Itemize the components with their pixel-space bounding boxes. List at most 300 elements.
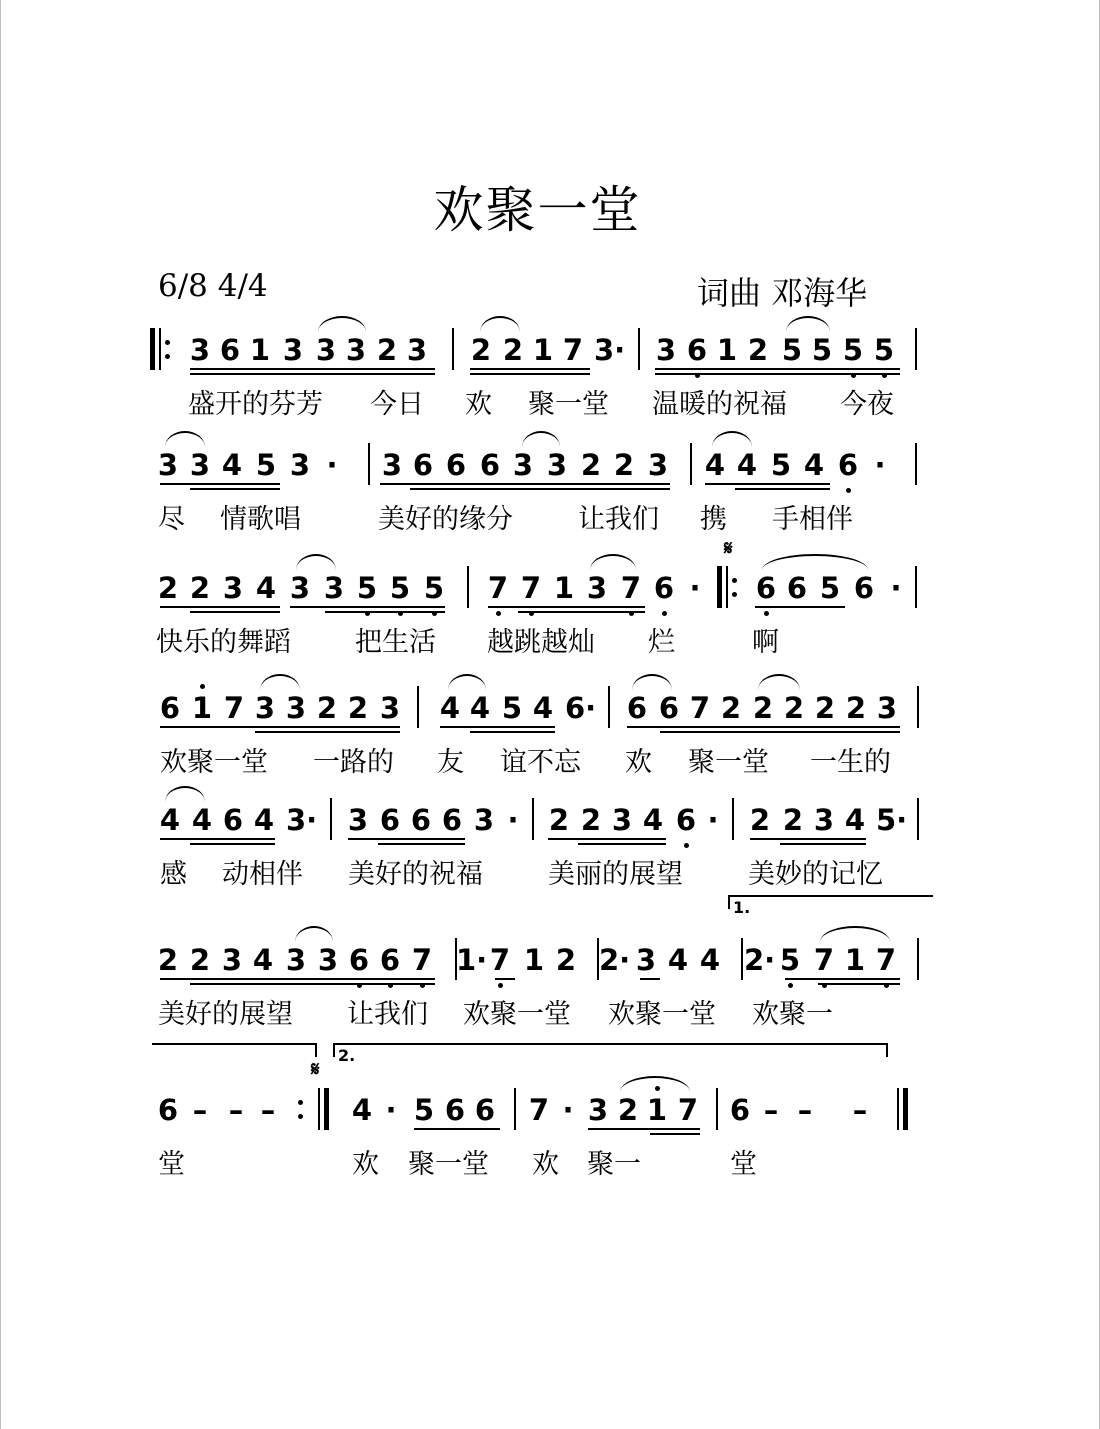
note: 6 <box>685 330 709 370</box>
note: 7 <box>874 940 898 980</box>
barline <box>716 1088 718 1130</box>
volta-1-label: 1. <box>733 898 751 917</box>
octave-low-dot <box>496 611 501 616</box>
note: 4 <box>159 803 181 837</box>
dash-sustain: – <box>797 1093 813 1127</box>
note: 1 <box>532 333 554 367</box>
lyric-word: 越跳越灿 <box>487 627 595 658</box>
credits: 词曲 邓海华 <box>697 274 868 312</box>
beam-underline <box>548 838 666 840</box>
octave-low-dot <box>846 488 851 493</box>
notation-line <box>0 688 1100 748</box>
beam-underline <box>785 978 900 980</box>
note: 3 <box>586 571 608 605</box>
repeat-dots <box>298 1100 303 1120</box>
rest-dot: · <box>507 803 519 837</box>
rest-dot: · <box>874 448 886 482</box>
beam-underline <box>755 606 845 608</box>
beam-underline <box>380 483 670 485</box>
beam-underline <box>518 611 645 613</box>
notation-line <box>0 1090 1100 1150</box>
rest-dot: · <box>385 1093 397 1127</box>
beam-underline <box>470 373 590 375</box>
beam-underline <box>578 843 666 845</box>
note: 1 <box>645 1090 669 1130</box>
note: 2 <box>747 333 769 367</box>
note: 2· <box>599 943 631 977</box>
note: 3 <box>655 333 677 367</box>
note: 6 <box>674 800 698 840</box>
note: 5 <box>413 1093 435 1127</box>
lyrics-line <box>0 497 1100 537</box>
barline <box>608 686 610 728</box>
note: 3 <box>221 943 243 977</box>
octave-low-dot <box>662 611 667 616</box>
score-system <box>0 800 1100 890</box>
note: 5 <box>819 571 841 605</box>
lyric-word: 温暖的祝福 <box>652 389 787 420</box>
note: 4 <box>803 448 825 482</box>
repeat-start-thick-bar <box>717 566 722 608</box>
barline <box>917 798 919 840</box>
note: 2 <box>845 691 867 725</box>
volta-2-line <box>333 1043 888 1045</box>
lyric-word: 让我们 <box>578 504 659 535</box>
beam-underline <box>705 483 830 485</box>
note: 4 <box>469 691 491 725</box>
note: 6 <box>652 568 676 608</box>
score-system <box>0 1090 1100 1180</box>
beam-underline <box>160 606 280 608</box>
lyric-word: 欢聚一堂 <box>160 747 268 778</box>
note: 2 <box>749 803 771 837</box>
note: 2 <box>502 333 524 367</box>
note: 2 <box>548 803 570 837</box>
slur-arc <box>318 316 366 332</box>
note: 4 <box>642 803 664 837</box>
lyric-word: 堂 <box>158 1149 185 1180</box>
lyric-word: 把生活 <box>355 627 436 658</box>
note: 2 <box>189 943 211 977</box>
lyric-word: 盛开的芬芳 <box>188 389 323 420</box>
repeat-start-thick-bar <box>150 328 155 370</box>
repeat-end-thick-bar <box>324 1088 329 1130</box>
barline <box>915 443 917 485</box>
note: 7 <box>223 691 245 725</box>
note: 3 <box>345 333 367 367</box>
slur-arc <box>620 1076 690 1092</box>
barline <box>732 798 734 840</box>
note: 5 <box>781 333 803 367</box>
dash-sustain: – <box>192 1093 208 1127</box>
note: 3 <box>546 448 568 482</box>
slur-arc <box>295 926 333 942</box>
barline <box>917 686 919 728</box>
beam-underline <box>410 488 670 490</box>
barline <box>330 798 332 840</box>
note: 3 <box>473 803 495 837</box>
lyric-word: 情歌唱 <box>220 504 301 535</box>
beam-underline <box>190 368 435 370</box>
note: 4 <box>699 943 721 977</box>
beam-underline <box>655 368 900 370</box>
beam-underline <box>160 838 275 840</box>
rest-dot: · <box>890 571 902 605</box>
note: 6 <box>219 333 241 367</box>
volta-1-end-hook <box>315 1043 317 1057</box>
lyric-word: 欢聚一堂 <box>608 999 716 1030</box>
note: 3 <box>381 448 403 482</box>
repeat-end-thin-bar <box>318 1088 320 1130</box>
note: 6 <box>836 445 860 485</box>
barline <box>917 938 919 980</box>
lyric-word: 美妙的记忆 <box>748 859 883 890</box>
lyric-word: 美好的缘分 <box>378 504 513 535</box>
lyric-word: 一生的 <box>810 747 891 778</box>
note: 2 <box>555 943 577 977</box>
beam-underline <box>470 368 590 370</box>
note: 6· <box>565 691 597 725</box>
note: 6 <box>626 691 648 725</box>
note: 6 <box>729 1093 751 1127</box>
segno-sign: 𝄋 <box>724 536 733 560</box>
note: 7 <box>619 568 643 608</box>
lyric-word: 美丽的展望 <box>548 859 683 890</box>
note: 6 <box>754 568 778 608</box>
dash-sustain: – <box>228 1093 244 1127</box>
final-thick-bar <box>903 1088 908 1130</box>
note: 5 <box>841 330 865 370</box>
repeat-start-thin-bar <box>726 566 728 608</box>
note: 4 <box>253 803 275 837</box>
note: 2 <box>189 571 211 605</box>
beam-underline <box>627 726 900 728</box>
note: 2 <box>157 943 179 977</box>
notation-line <box>0 568 1100 628</box>
note: 1 <box>716 333 738 367</box>
lyric-word: 聚一堂 <box>408 1149 489 1180</box>
note: 3 <box>323 571 345 605</box>
volta-2-hook <box>333 1043 335 1057</box>
note: 4 <box>252 943 274 977</box>
note: 1 <box>190 688 214 728</box>
lyric-word: 聚一 <box>587 1149 641 1180</box>
lyric-word: 美好的展望 <box>158 999 293 1030</box>
note: 6 <box>410 803 432 837</box>
volta-1-line <box>728 895 933 897</box>
beam-underline <box>190 488 280 490</box>
lyric-word: 欢 <box>465 389 492 420</box>
note: 7 <box>528 1093 550 1127</box>
beam-underline <box>160 978 435 980</box>
beam-underline <box>588 1128 700 1130</box>
lyric-word: 动相伴 <box>222 859 303 890</box>
note: 4 <box>704 448 726 482</box>
note: 1 <box>553 571 575 605</box>
beam-underline <box>495 978 515 980</box>
beam-underline <box>640 978 660 980</box>
note: 6 <box>444 1093 466 1127</box>
lyric-word: 美好的祝福 <box>348 859 483 890</box>
note: 3· <box>286 803 318 837</box>
note: 6 <box>474 1093 496 1127</box>
note: 3 <box>512 448 534 482</box>
beam-underline <box>190 373 435 375</box>
note: 3 <box>289 571 311 605</box>
slur-arc <box>165 431 205 447</box>
slur-arc <box>786 316 830 332</box>
note: 3 <box>254 691 276 725</box>
lyric-word: 欢聚一 <box>752 999 833 1030</box>
note: 2 <box>157 571 179 605</box>
slur-arc <box>632 674 672 690</box>
note: 5 <box>778 940 802 980</box>
note: 5 <box>872 330 896 370</box>
note: 5 <box>811 333 833 367</box>
note: 6 <box>379 803 401 837</box>
score-system <box>0 330 1100 420</box>
note: 5 <box>770 448 792 482</box>
note: 6 <box>658 691 680 725</box>
lyrics-line <box>0 382 1100 422</box>
final-thin-bar <box>897 1088 899 1130</box>
rest-dot: · <box>689 571 701 605</box>
note: 4 <box>255 571 277 605</box>
note: 2 <box>720 691 742 725</box>
beam-underline <box>488 606 645 608</box>
note: 1 <box>844 943 866 977</box>
note: 3 <box>189 448 211 482</box>
note: 3 <box>611 803 633 837</box>
beam-underline <box>650 1133 700 1135</box>
note: 7 <box>410 940 434 980</box>
octave-low-dot <box>498 983 503 988</box>
note: 2 <box>814 691 836 725</box>
beam-underline <box>735 488 830 490</box>
notation-line <box>0 445 1100 505</box>
note: 2 <box>347 691 369 725</box>
note: 4 <box>844 803 866 837</box>
note: 2 <box>376 333 398 367</box>
note: 3 <box>647 448 669 482</box>
barline <box>514 1088 516 1130</box>
note: 3 <box>285 943 307 977</box>
barline <box>417 686 419 728</box>
note: 6 <box>157 1093 179 1127</box>
volta-2-label: 2. <box>338 1046 356 1065</box>
lyric-word: 聚一堂 <box>688 747 769 778</box>
note: 7 <box>486 568 510 608</box>
beam-underline <box>818 983 900 985</box>
note: 3 <box>813 803 835 837</box>
lyrics-line <box>0 1142 1100 1182</box>
dash-sustain: – <box>763 1093 779 1127</box>
note: 2· <box>744 943 776 977</box>
note: 2 <box>783 691 805 725</box>
beam-underline <box>378 843 465 845</box>
lyric-word: 携 <box>700 504 727 535</box>
beam-underline <box>660 731 900 733</box>
lyric-word: 感 <box>160 859 187 890</box>
note: 4 <box>736 448 758 482</box>
score-system <box>0 445 1100 535</box>
note: 7 <box>488 940 512 980</box>
octave-low-dot <box>684 843 689 848</box>
note: 3 <box>406 333 428 367</box>
volta-2-end-hook <box>886 1043 888 1057</box>
note: 3 <box>635 943 657 977</box>
barline <box>638 328 640 370</box>
note: 6 <box>445 448 467 482</box>
note: 3 <box>315 333 337 367</box>
note: 3 <box>347 803 369 837</box>
lyric-word: 友 <box>437 747 464 778</box>
barline <box>452 328 454 370</box>
rest-dot: · <box>326 448 338 482</box>
note: 7 <box>689 691 711 725</box>
beam-underline <box>190 611 280 613</box>
note: 3 <box>289 448 311 482</box>
note: 5· <box>876 803 908 837</box>
barline <box>741 938 743 980</box>
note: 7 <box>519 568 543 608</box>
slur-arc <box>758 674 800 690</box>
note: 3 <box>587 1093 609 1127</box>
note: 1 <box>249 333 271 367</box>
song-title: 欢聚一堂 <box>433 181 642 239</box>
time-signature: 6/8 4/4 <box>158 268 268 304</box>
score-system <box>0 688 1100 778</box>
note: 5 <box>501 691 523 725</box>
lyrics-line <box>0 740 1100 780</box>
beam-underline <box>190 983 435 985</box>
note: 6 <box>479 448 501 482</box>
note: 4 <box>221 448 243 482</box>
note: 7 <box>562 333 584 367</box>
note: 2 <box>752 691 774 725</box>
barline <box>915 328 917 370</box>
dash-sustain: – <box>852 1093 868 1127</box>
repeat-start-thin-bar <box>159 328 161 370</box>
beam-underline <box>750 838 866 840</box>
lyric-word: 快乐的舞蹈 <box>156 627 291 658</box>
beam-underline <box>470 731 555 733</box>
lyrics-line <box>0 620 1100 660</box>
beam-underline <box>190 843 275 845</box>
lyric-word: 尽 <box>158 504 185 535</box>
slur-arc <box>820 926 890 942</box>
lyric-word: 一路的 <box>313 747 394 778</box>
lyric-word: 谊不忘 <box>500 747 581 778</box>
rest-dot: · <box>707 803 719 837</box>
note: 6 <box>441 803 463 837</box>
lyric-word: 堂 <box>730 1149 757 1180</box>
volta-1-continuation <box>152 1043 315 1045</box>
note: 6 <box>853 571 875 605</box>
lyric-word: 欢聚一堂 <box>463 999 571 1030</box>
note: 2 <box>316 691 338 725</box>
note: 5 <box>355 568 379 608</box>
slur-arc <box>590 554 636 570</box>
note: 1· <box>456 943 488 977</box>
beam-underline <box>290 606 445 608</box>
note: 6 <box>786 571 808 605</box>
note: 2 <box>580 803 602 837</box>
barline <box>690 443 692 485</box>
lyric-word: 今夜 <box>840 389 894 420</box>
notation-line <box>0 800 1100 860</box>
note: 6 <box>222 803 244 837</box>
note: 6 <box>347 940 371 980</box>
dash-sustain: – <box>260 1093 276 1127</box>
note: 1 <box>523 943 545 977</box>
segno-sign: 𝄋 <box>311 1057 320 1081</box>
lyric-word: 欢 <box>532 1149 559 1180</box>
octave-high-dot <box>200 684 205 689</box>
score-system <box>0 940 1100 1030</box>
slur-arc <box>522 431 560 447</box>
lyric-word: 手相伴 <box>772 504 853 535</box>
note: 4 <box>532 691 554 725</box>
note: 3 <box>157 448 179 482</box>
note: 6 <box>412 448 434 482</box>
score-system <box>0 568 1100 658</box>
lyrics-line <box>0 852 1100 892</box>
note: 2 <box>617 1093 639 1127</box>
note: 2 <box>782 803 804 837</box>
note: 6 <box>159 691 181 725</box>
note: 4 <box>191 803 213 837</box>
slur-arc <box>260 674 300 690</box>
beam-underline <box>160 726 400 728</box>
note: 5 <box>422 568 446 608</box>
beam-underline <box>325 611 445 613</box>
note: 4 <box>351 1093 373 1127</box>
note: 4 <box>667 943 689 977</box>
notation-line <box>0 940 1100 1000</box>
slur-arc <box>712 431 752 447</box>
lyric-word: 聚一堂 <box>528 389 609 420</box>
note: 3 <box>282 333 304 367</box>
slur-arc <box>480 316 520 332</box>
note: 6 <box>378 940 402 980</box>
lyric-word: 欢 <box>352 1149 379 1180</box>
repeat-dots <box>165 340 170 360</box>
barline <box>368 443 370 485</box>
lyric-word: 欢 <box>625 747 652 778</box>
note: 3 <box>379 691 401 725</box>
slur-arc <box>165 786 205 802</box>
barline <box>532 798 534 840</box>
note: 3 <box>285 691 307 725</box>
note: 2 <box>470 333 492 367</box>
note: 3 <box>222 571 244 605</box>
slur-arc <box>296 554 336 570</box>
lyrics-line <box>0 992 1100 1032</box>
notation-line <box>0 330 1100 390</box>
note: 3 <box>876 691 898 725</box>
repeat-dots <box>732 578 737 598</box>
note: 2 <box>613 448 635 482</box>
note: 5 <box>255 448 277 482</box>
barline <box>915 566 917 608</box>
beam-underline <box>780 843 866 845</box>
slur-arc <box>448 674 486 690</box>
beam-underline <box>655 373 900 375</box>
lyric-word: 啊 <box>752 627 779 658</box>
octave-low-dot <box>788 983 793 988</box>
note: 3 <box>189 333 211 367</box>
